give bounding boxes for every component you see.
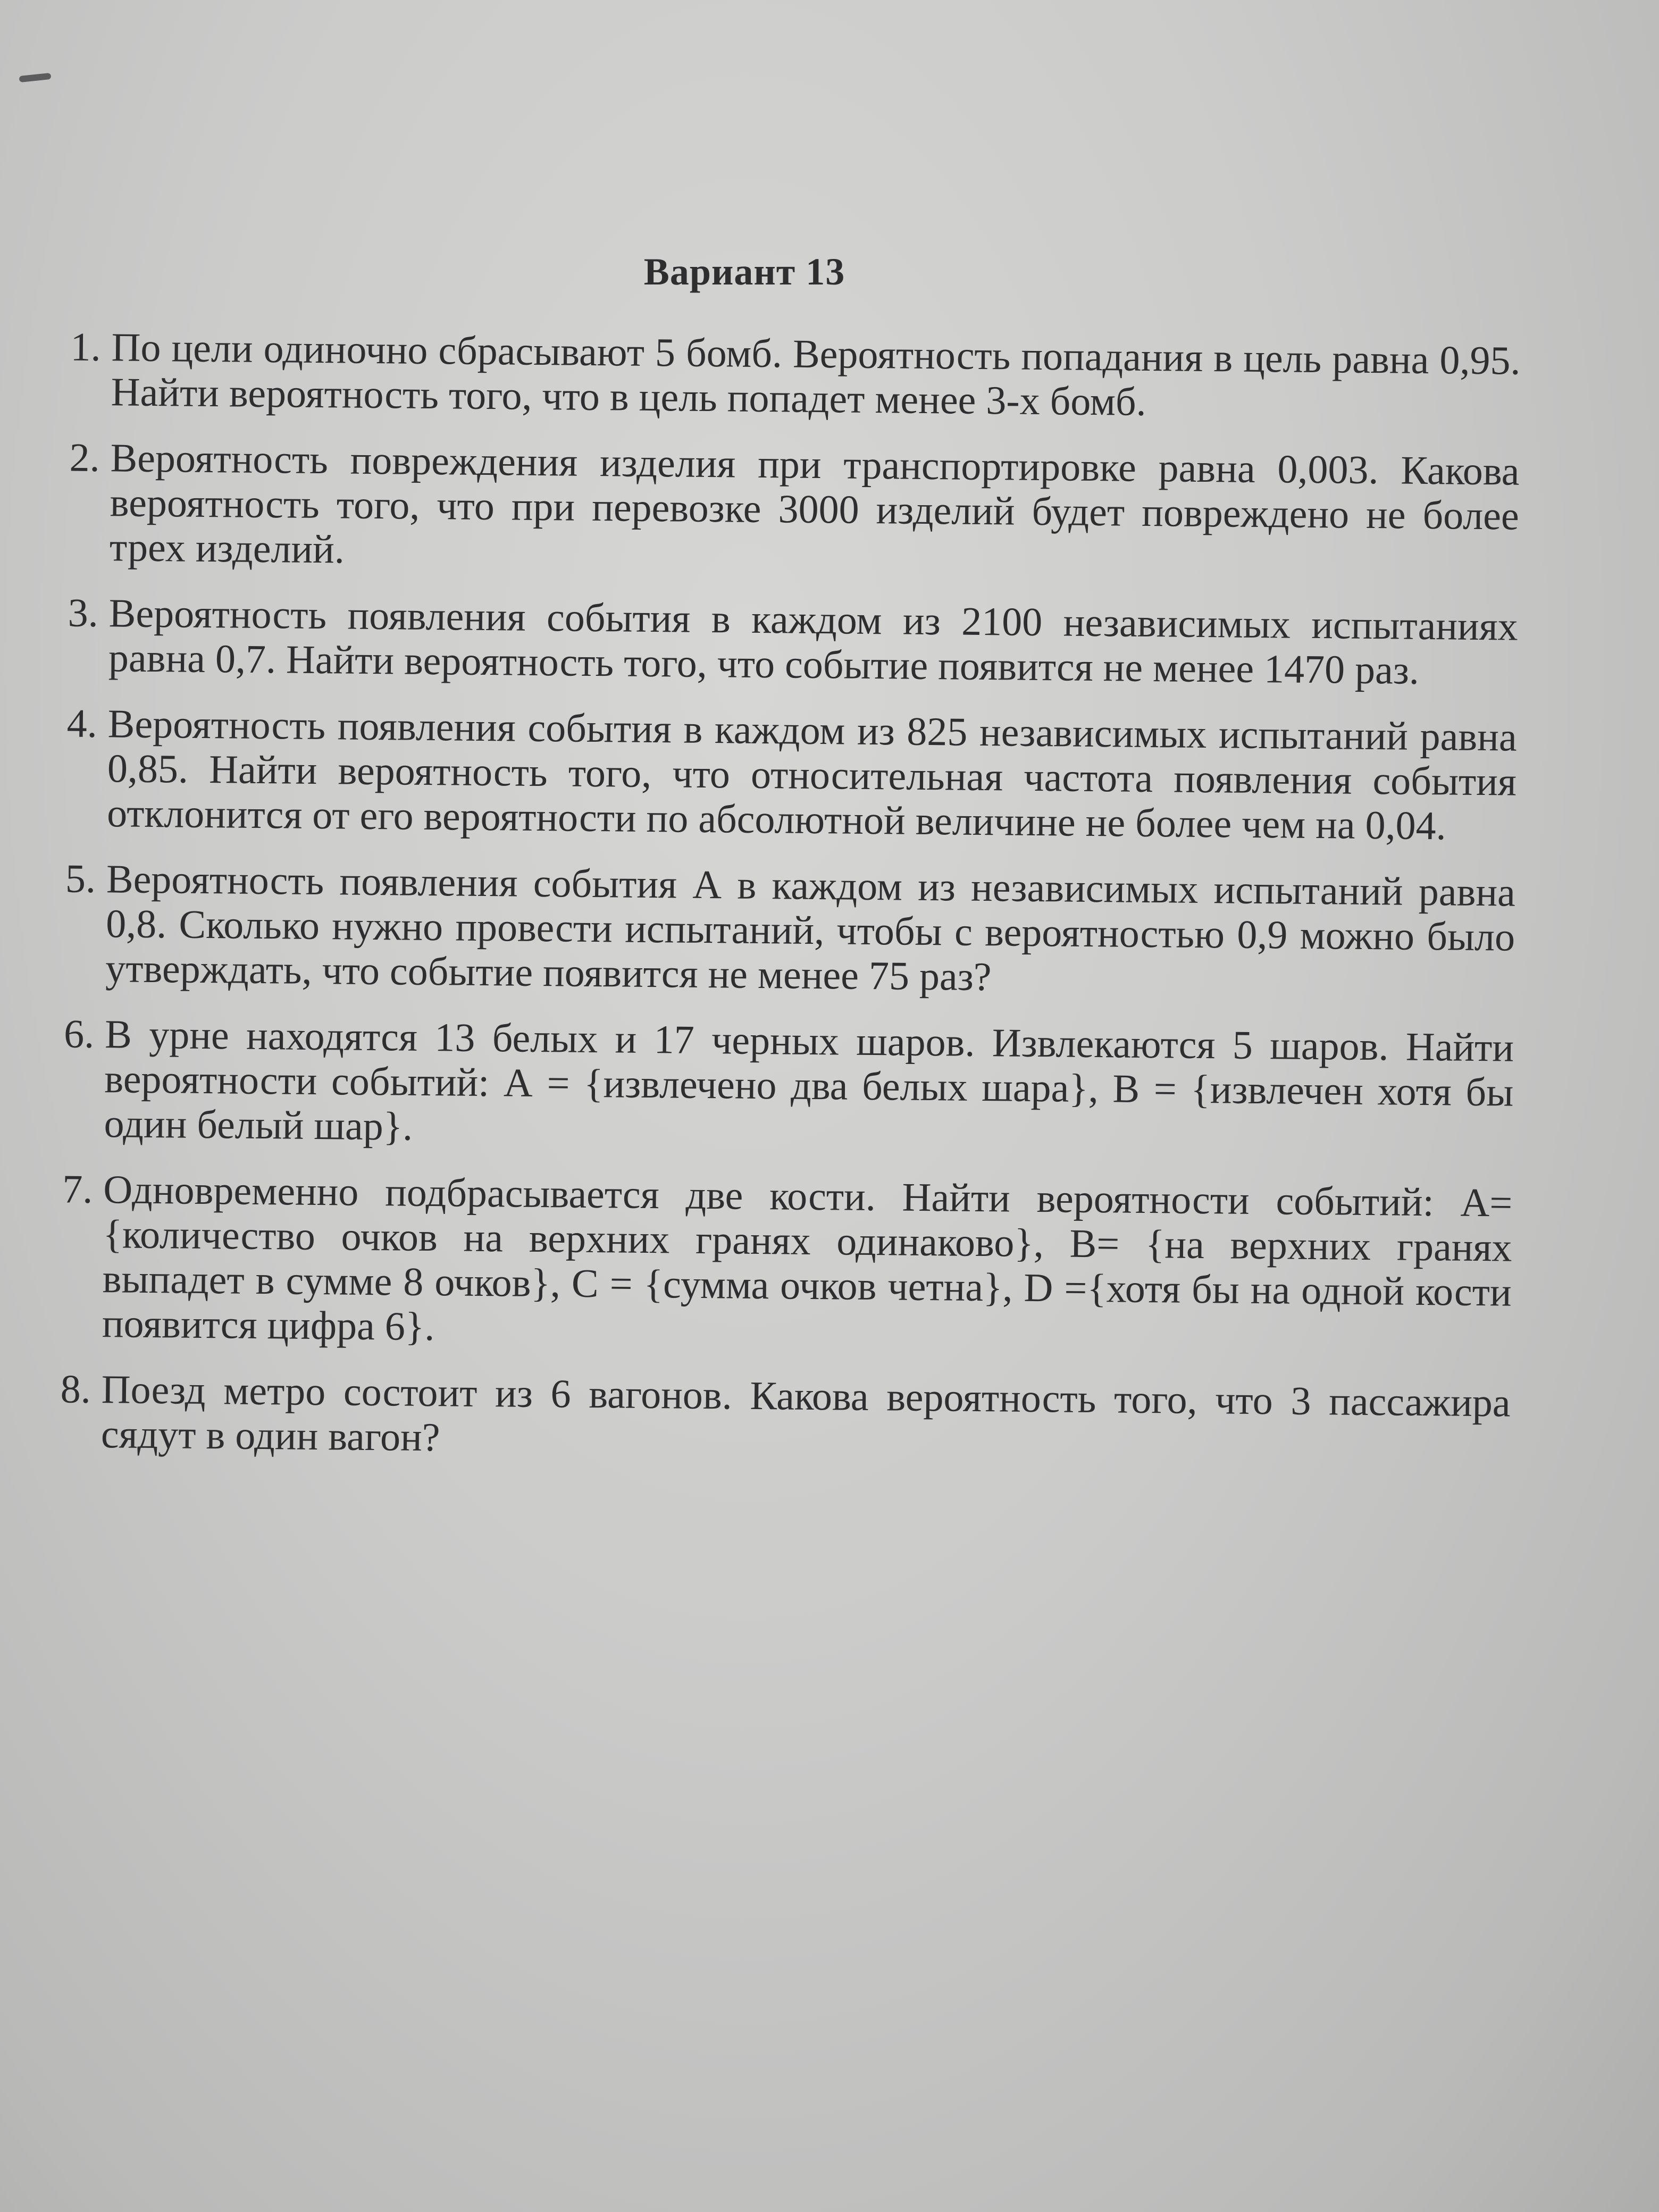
problem-number: 5. xyxy=(65,856,96,902)
problem-text: Вероятность появления события в каждом из 825 независимых испытаний равна 0,85. Найти вероятность того, что относительная частота появления события отклонится от его вероятности по абсолютной величине не более чем на 0,04. xyxy=(106,701,1518,849)
problem-number: 7. xyxy=(62,1167,93,1212)
problem-text: Вероятность повреждения изделия при транспортировке равна 0,003. Какова вероятность того, что при перевозке 3000 изделий будет повреждено не более трех изделий. xyxy=(109,435,1520,572)
problem-item xyxy=(35,1011,1514,1160)
page-title: Вариант 13 xyxy=(643,250,845,293)
problem-text: В урне находятся 13 белых и 17 черных шаров. Извлекаются 5 шаров. Найти вероятности событий: А = {извлечено два белых шара}, В = {извлечен хотя бы один белый шар}. xyxy=(104,1012,1514,1149)
problem-text: Вероятность появления события в каждом из 2100 независимых испытаниях равна 0,7. Найти вероятность того, что событие появится не менее 1470 раз. xyxy=(108,591,1519,693)
problem-item xyxy=(38,701,1517,849)
corner-mark xyxy=(19,73,52,82)
problem-item xyxy=(33,1167,1513,1360)
problem-text: По цели одиночно сбрасывают 5 бомб. Вероятность попадания в цель равна 0,95. Найти вероятность того, что в цель попадет менее 3-х бомб. xyxy=(111,325,1521,424)
problem-item xyxy=(40,435,1520,583)
problem-number: 3. xyxy=(68,590,99,636)
problem-number: 4. xyxy=(66,701,98,747)
problem-item xyxy=(41,324,1520,428)
problem-item xyxy=(39,590,1518,694)
problem-list xyxy=(31,324,1521,1492)
problem-number: 8. xyxy=(60,1367,91,1412)
problem-item xyxy=(36,856,1515,1004)
problem-text: Одновременно подбрасывается две кости. Найти вероятности событий: А= {количество очков на верхних гранях одинаково}, В= {на верхних гранях выпадет в сумме 8 очков}, С = {сумма очков четна}, D ={хотя бы на одной кости появится цифра 6}. xyxy=(102,1167,1513,1350)
problem-text: Вероятность появления события А в каждом из независимых испытаний равна 0,8. Сколько нужно провести испытаний, чтобы с вероятностью 0,9 можно было утверждать, что событие появится не менее 75 раз? xyxy=(105,857,1516,1000)
problem-number: 6. xyxy=(63,1011,95,1057)
problem-number: 2. xyxy=(69,435,100,481)
problem-item xyxy=(32,1367,1511,1470)
problem-number: 1. xyxy=(70,324,101,370)
problem-text: Поезд метро состоит из 6 вагонов. Какова вероятность того, что 3 пассажира сядут в один вагон? xyxy=(100,1367,1511,1460)
